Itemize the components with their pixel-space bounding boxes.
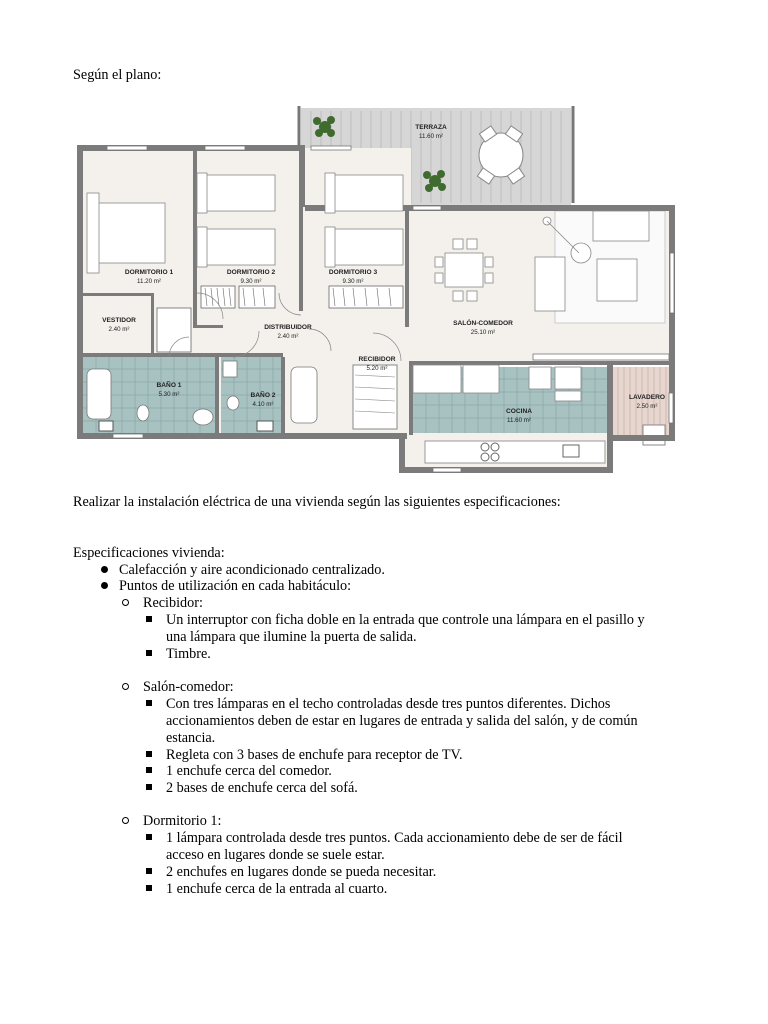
room-area-dormitorio1: 11.20 m² [137, 278, 161, 285]
circle-bullet-icon [122, 599, 129, 606]
room-area-salon: 25.10 m² [470, 329, 496, 336]
dormitorio-item-line: 1 lámpara controlada desde tres puntos. Cada accionamiento debe de ser de fácil [166, 830, 623, 846]
room-label-bano1: BAÑO 1 [156, 382, 182, 389]
room-area-vestidor: 2.40 m² [108, 326, 130, 333]
square-bullet-icon [146, 868, 152, 874]
bullet-icon [101, 566, 108, 573]
room-area-dormitorio2: 9.30 m² [240, 278, 262, 285]
room-label-dormitorio2: DORMITORIO 2 [226, 269, 276, 276]
dormitorio-title: Dormitorio 1: [143, 813, 222, 829]
room-area-recibidor: 5.20 m² [366, 365, 388, 372]
room-label-lavadero: LAVADERO [628, 394, 666, 401]
room-label-cocina: COCINA [505, 408, 533, 415]
recibidor-item-timbre: Timbre. [166, 646, 211, 662]
square-bullet-icon [146, 885, 152, 891]
spec-bullet-heating: Calefacción y aire acondicionado centralizado. [119, 562, 385, 578]
square-bullet-icon [146, 751, 152, 757]
square-bullet-icon [146, 767, 152, 773]
task-paragraph: Realizar la instalación eléctrica de una vivienda según las siguientes especificaciones: [73, 494, 561, 510]
room-area-bano1: 5.30 m² [158, 391, 180, 398]
room-label-bano2: BAÑO 2 [250, 392, 276, 399]
room-label-salon: SALÓN-COMEDOR [453, 320, 513, 327]
room-label-terraza: TERRAZA [415, 124, 447, 131]
salon-item-line: Con tres lámparas en el techo controladas desde tres puntos diferentes. Dichos [166, 696, 611, 712]
dormitorio-item-entrada: 1 enchufe cerca de la entrada al cuarto. [166, 881, 388, 897]
salon-item-line: estancia. [166, 730, 216, 746]
circle-bullet-icon [122, 683, 129, 690]
square-bullet-icon [146, 616, 152, 622]
floor-plan [73, 103, 693, 477]
room-label-dormitorio1: DORMITORIO 1 [124, 269, 174, 276]
spec-title: Especificaciones vivienda: [73, 545, 225, 561]
spec-bullet-points: Puntos de utilización en cada habitáculo: [119, 578, 352, 594]
room-label-dormitorio3: DORMITORIO 3 [328, 269, 378, 276]
room-label-recibidor: RECIBIDOR [358, 356, 396, 363]
square-bullet-icon [146, 700, 152, 706]
salon-item-sofa: 2 bases de enchufe cerca del sofá. [166, 780, 358, 796]
salon-item-regleta: Regleta con 3 bases de enchufe para receptor de TV. [166, 747, 463, 763]
room-area-cocina: 11.60 m² [507, 417, 531, 424]
room-area-dormitorio3: 9.30 m² [342, 278, 364, 285]
room-area-lavadero: 2.50 m² [636, 403, 658, 410]
square-bullet-icon [146, 784, 152, 790]
salon-item-line: accionamientos deben de estar en lugares de entrada y salida del salón, y de común [166, 713, 638, 729]
intro-text: Según el plano: [73, 67, 162, 83]
square-bullet-icon [146, 834, 152, 840]
bullet-icon [101, 582, 108, 589]
dormitorio-item-enchufes: 2 enchufes en lugares donde se pueda necesitar. [166, 864, 437, 880]
square-bullet-icon [146, 650, 152, 656]
circle-bullet-icon [122, 817, 129, 824]
room-area-bano2: 4.10 m² [252, 401, 274, 408]
salon-title: Salón-comedor: [143, 679, 234, 695]
dormitorio-item-line: acceso en lugares donde se suele estar. [166, 847, 385, 863]
room-label-distribuidor: DISTRIBUIDOR [264, 324, 312, 331]
room-label-vestidor: VESTIDOR [102, 317, 136, 324]
room-area-distribuidor: 2.40 m² [277, 333, 299, 340]
recibidor-item-line: Un interruptor con ficha doble en la entrada que controle una lámpara en el pasillo y [166, 612, 645, 628]
recibidor-item-line: una lámpara que ilumine la puerta de salida. [166, 629, 417, 645]
room-area-terraza: 11.60 m² [419, 133, 443, 140]
recibidor-title: Recibidor: [143, 595, 203, 611]
salon-item-enchufe: 1 enchufe cerca del comedor. [166, 763, 332, 779]
